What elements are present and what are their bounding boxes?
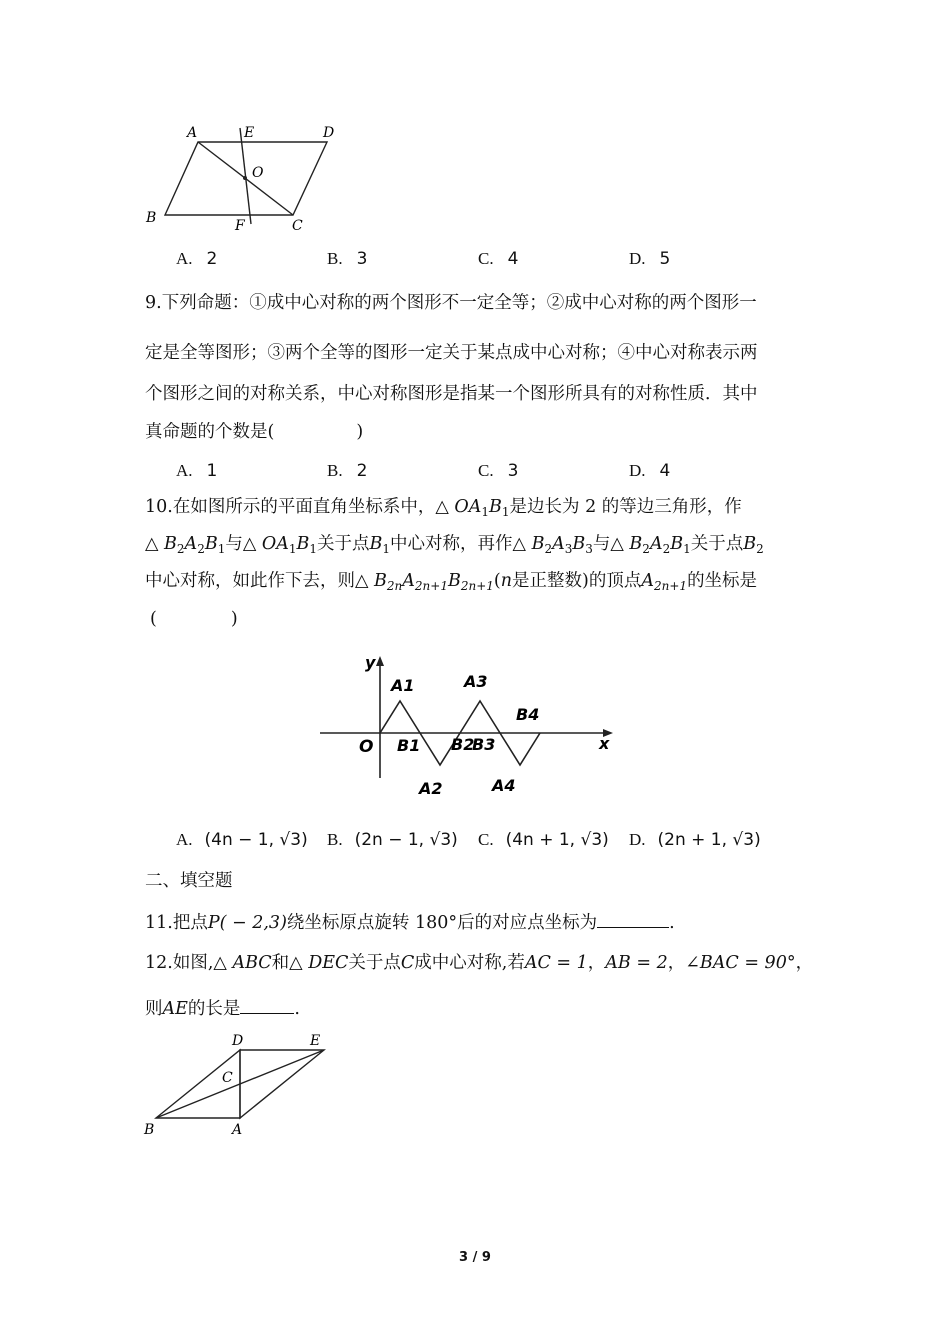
label-a4: A4: [492, 776, 516, 795]
q9-option-b: B. 2: [327, 461, 368, 481]
q12-line-2: 则AE的长是 .: [145, 999, 300, 1019]
label-a1: A1: [391, 676, 415, 695]
q12-line-1: 12.如图,△ ABC和△ DEC关于点C成中心对称,若AC = 1，AB = 2，∠BAC = 90°，: [145, 953, 814, 973]
q10-option-c: C. (4n + 1, √3): [478, 830, 609, 850]
q10-option-b: B. (2n − 1, √3): [327, 830, 458, 850]
q10-answer-paren: ( ): [150, 609, 238, 629]
label-b: B: [144, 1122, 155, 1138]
label-b: B: [146, 210, 157, 226]
q12-answer-blank[interactable]: [240, 997, 294, 1014]
label-d: D: [232, 1033, 244, 1049]
label-a: A: [187, 125, 198, 141]
q9-line-3: 个图形之间的对称关系，中心对称图形是指某一个图形所具有的对称性质．其中: [145, 384, 758, 404]
q9-option-c: C. 3: [478, 461, 519, 481]
q10-line-1: 10.在如图所示的平面直角坐标系中，△ $OA_1B_1$是边长为 2 的等边三角形，作: [145, 497, 742, 519]
q9-option-d: D. 4: [629, 461, 671, 481]
parallelogram-figure: [140, 118, 350, 236]
q10-option-a: A. (4n − 1, √3): [176, 830, 308, 850]
label-b1: B1: [397, 736, 421, 755]
label-a: A: [232, 1122, 243, 1138]
label-o: O: [359, 737, 374, 757]
section-2-title: 二、填空题: [145, 871, 233, 891]
q10-line-2: △ $B_2A_2B_1$与△ $OA_1B_1$关于点$B_1$中心对称，再作△ $B_2A_3B_3$与△ $B_2A_2B_1$关于点$B_2$: [145, 534, 764, 556]
label-b2: B2: [451, 735, 475, 754]
q9-option-a: A. 1: [176, 461, 218, 481]
label-a3: A3: [464, 672, 488, 691]
label-d: D: [323, 125, 335, 141]
label-e: E: [244, 125, 255, 141]
label-c: C: [292, 218, 303, 234]
label-y: y: [365, 653, 376, 672]
q11-text: 11.把点P( − 2,3)绕坐标原点旋转 180°后的对应点坐标为 .: [145, 913, 675, 933]
y-axis-arrow: [376, 656, 384, 666]
q10-option-d: D. (2n + 1, √3): [629, 830, 761, 850]
triangles-figure: [140, 1028, 340, 1143]
label-a2: A2: [419, 779, 443, 798]
label-f: F: [235, 218, 245, 234]
label-b4: B4: [516, 705, 540, 724]
label-c: C: [222, 1070, 233, 1086]
label-e: E: [310, 1033, 321, 1049]
q8-option-d: D. 5: [629, 249, 671, 269]
label-o: O: [252, 165, 264, 181]
q9-line-1: 9.下列命题：①成中心对称的两个图形不一定全等；②成中心对称的两个图形一: [145, 293, 757, 313]
q9-line-4: 真命题的个数是( ): [145, 422, 364, 442]
label-b3: B3: [472, 735, 496, 754]
q9-line-2: 定是全等图形；③两个全等的图形一定关于某点成中心对称；④中心对称表示两: [145, 343, 758, 363]
page-number: 3 / 9: [459, 1250, 491, 1265]
triangle-dec: [240, 1050, 324, 1118]
q8-option-b: B. 3: [327, 249, 368, 269]
q10-line-3: 中心对称，如此作下去，则△ $B_{2n}A_{2n+1}B_{2n+1}(n$是正整数)的顶点$A_{2n+1}$的坐标是: [145, 571, 758, 593]
q11-answer-blank[interactable]: [597, 911, 669, 928]
zigzag-triangle-figure: [315, 648, 615, 803]
label-x: x: [599, 734, 610, 753]
q8-option-c: C. 4: [478, 249, 519, 269]
q8-option-a: A. 2: [176, 249, 218, 269]
